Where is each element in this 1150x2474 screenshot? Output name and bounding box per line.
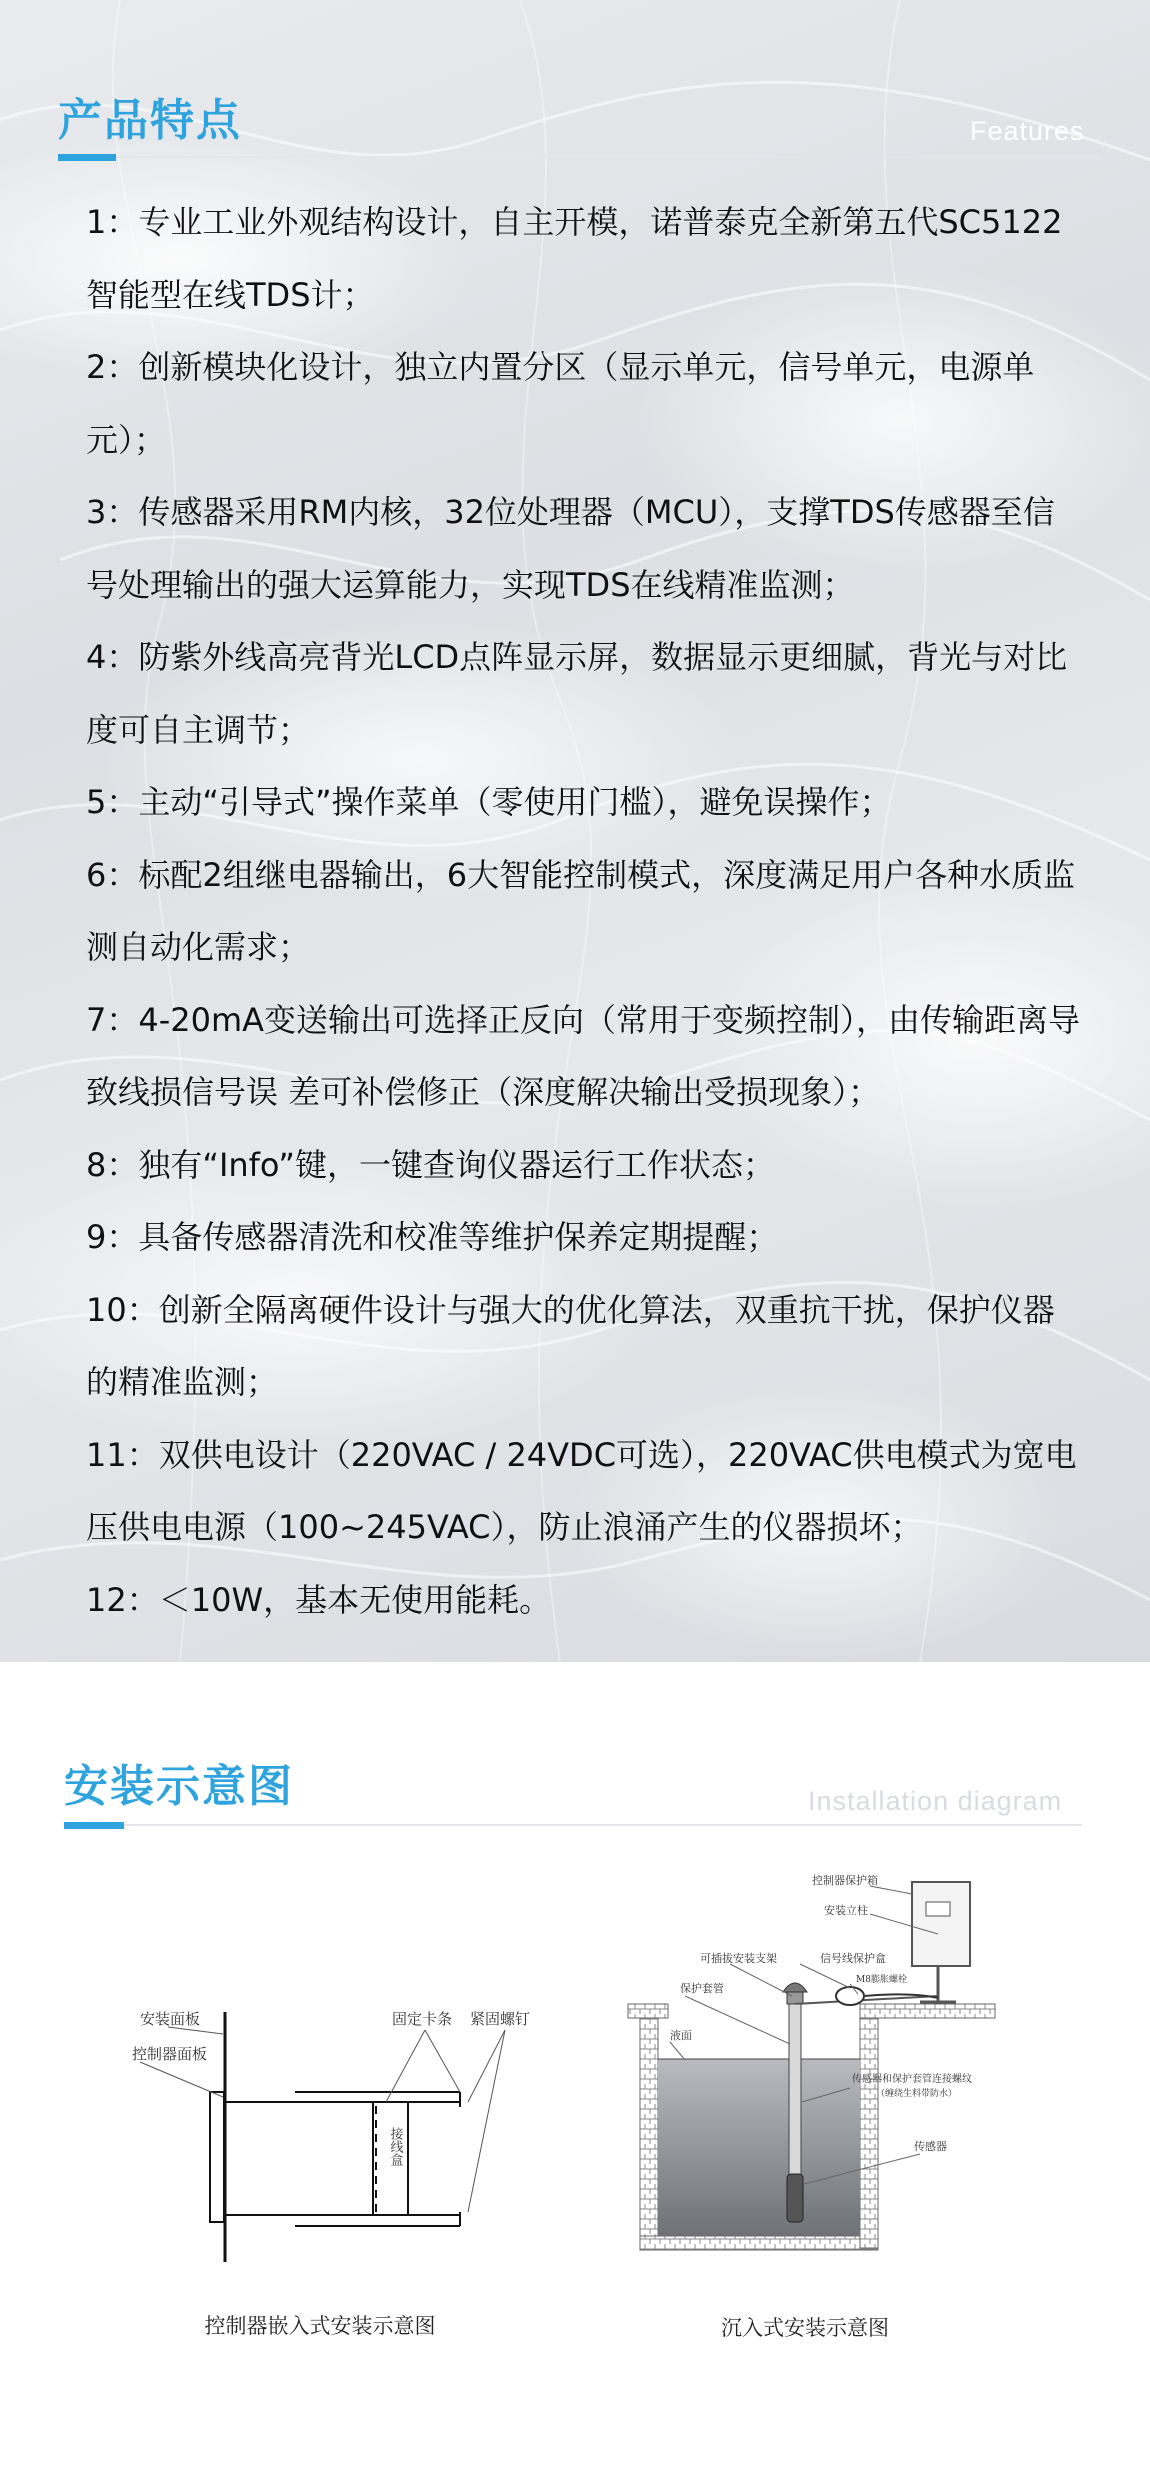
label-expansion-bolt: M8膨胀螺栓	[856, 1975, 907, 1985]
panel-mount-diagram	[120, 1982, 550, 2302]
installation-section	[0, 1662, 1150, 2474]
pit-left-top	[628, 2004, 668, 2018]
label-thread-note-sub: （缠绕生料带防水）	[876, 2089, 958, 2099]
label-mount-pole: 安装立柱	[824, 1904, 868, 1917]
pit-right-wall	[860, 2018, 878, 2248]
installation-title-accent	[64, 1822, 124, 1829]
label-fastening-screw: 紧固螺钉	[470, 2010, 531, 2028]
controller-protection-box	[912, 1882, 970, 1966]
feature-item: 2：创新模块化设计，独立内置分区（显示单元，信号单元，电源单元）；	[86, 348, 1035, 459]
pit-right-top	[860, 2004, 995, 2018]
features-title: 产品特点	[58, 95, 242, 146]
label-controller-panel: 控制器面板	[132, 2045, 208, 2063]
pit-left-wall	[640, 2018, 658, 2248]
label-signal-box: 信号线保护盒	[820, 1952, 886, 1965]
feature-item: 6：标配2组继电器输出，6大智能控制模式，深度满足用户各种水质监测自动化需求；	[86, 855, 1076, 966]
feature-item: 1：专业工业外观结构设计，自主开模，诺普泰克全新第五代SC5122智能型在线TDS计；	[86, 203, 1063, 314]
signal-line-box	[836, 1987, 864, 2005]
label-sensor: 传感器	[914, 2140, 947, 2153]
installation-title-en: Installation diagram	[808, 1786, 1063, 1816]
installation-title: 安装示意图	[64, 1761, 294, 1812]
water-body	[658, 2059, 860, 2236]
feature-item: 10：创新全隔离硬件设计与强大的优化算法，双重抗干扰，保护仪器的精准监测；	[86, 1290, 1055, 1401]
label-protection-box: 控制器保护箱	[812, 1874, 878, 1887]
label-junction-box: 接线盒	[387, 2127, 403, 2166]
features-title-divider	[58, 156, 1102, 158]
feature-item: 4：防紫外线高亮背光LCD点阵显示屏，数据显示更细腻，背光与对比度可自主调节；	[86, 638, 1068, 749]
feature-item: 7：4-20mA变送输出可选择正反向（常用于变频控制），由传输距离导致线损信号误 差可补偿修正（深度解决输出受损现象）；	[86, 1000, 1081, 1111]
controller-front-panel	[210, 2092, 224, 2222]
feature-list	[86, 186, 1086, 1636]
installation-title-divider	[64, 1824, 1082, 1826]
immersion-diagram	[620, 1874, 1000, 2264]
label-pluggable-bracket: 可插拔安装支架	[700, 1952, 777, 1965]
sensor-body	[787, 2174, 803, 2222]
immersion-caption: 沉入式安装示意图	[721, 2316, 889, 2340]
feature-item: 3：传感器采用RM内核，32位处理器（MCU），支撑TDS传感器至信号处理输出的强大运算能力，实现TDS在线精准监测；	[86, 493, 1055, 604]
label-fixing-clip: 固定卡条	[392, 2010, 453, 2028]
label-mount-panel: 安装面板	[140, 2010, 201, 2028]
feature-item: 11：双供电设计（220VAC / 24VDC可选），220VAC供电模式为宽电压供电电源（100~245VAC），防止浪涌产生的仪器损坏；	[86, 1435, 1077, 1546]
bracket-cap	[783, 1983, 807, 1992]
label-thread-note: 传感器和保护套管连接螺纹	[852, 2074, 972, 2085]
feature-item: 9：具备传感器清洗和校准等维护保养定期提醒；	[86, 1218, 779, 1256]
feature-item: 8：独有“Info”键，一键查询仪器运行工作状态；	[86, 1145, 775, 1184]
features-title-en: Features	[970, 116, 1085, 146]
label-protective-pipe: 保护套管	[680, 1982, 724, 1995]
feature-item: 5：主动“引导式”操作菜单（零使用门槛），避免误操作；	[86, 783, 892, 821]
features-title-accent	[58, 154, 116, 161]
feature-item: 12：＜10W，基本无使用能耗。	[86, 1580, 552, 1619]
label-liquid-level: 液面	[670, 2029, 692, 2042]
pit-floor	[640, 2236, 878, 2250]
panel-mount-caption: 控制器嵌入式安装示意图	[204, 2314, 436, 2338]
